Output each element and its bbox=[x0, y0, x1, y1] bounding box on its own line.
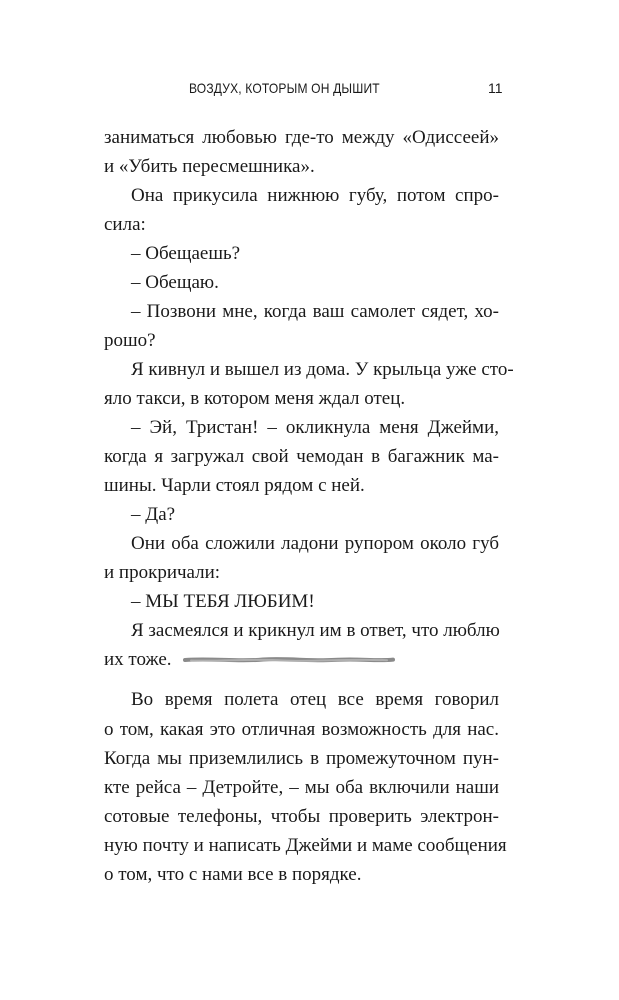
text-line: яло такси, в котором меня ждал отец. bbox=[104, 388, 406, 409]
running-title: ВОЗДУХ, КОТОРЫМ ОН ДЫШИТ bbox=[189, 80, 380, 96]
text-line: – Обещаешь? bbox=[131, 243, 241, 264]
text-line: – Эй, Тристан! – окликнула меня Джейми, bbox=[131, 417, 499, 438]
text-line: о том, что с нами все в порядке. bbox=[104, 864, 362, 885]
text-line: сила: bbox=[104, 214, 146, 235]
text-line: и «Убить пересмешника». bbox=[104, 156, 315, 177]
page-number: 11 bbox=[488, 80, 503, 96]
text-line: кте рейса – Детройте, – мы оба включили наши bbox=[104, 777, 499, 798]
text-line: их тоже. bbox=[104, 649, 172, 670]
running-header bbox=[0, 78, 619, 102]
text-line: – МЫ ТЕБЯ ЛЮБИМ! bbox=[131, 591, 315, 612]
text-line: – Обещаю. bbox=[131, 272, 219, 293]
text-line: Когда мы приземлились в промежуточном пун- bbox=[104, 748, 499, 769]
text-line: Я засмеялся и крикнул им в ответ, что люблю bbox=[131, 620, 500, 641]
text-line: – Позвони мне, когда ваш самолет сядет, хо- bbox=[131, 301, 499, 322]
text-line: ную почту и написать Джейми и маме сообщения bbox=[104, 835, 507, 856]
text-line: когда я загружал свой чемодан в багажник ма- bbox=[104, 446, 499, 467]
text-line: рошо? bbox=[104, 330, 156, 351]
text-line: Она прикусила нижнюю губу, потом спро- bbox=[131, 185, 499, 206]
text-line: сотовые телефоны, чтобы проверить электрон- bbox=[104, 806, 499, 827]
text-line: – Да? bbox=[131, 504, 176, 525]
text-line: Я кивнул и вышел из дома. У крыльца уже сто- bbox=[131, 359, 514, 380]
text-line: Они оба сложили ладони рупором около губ bbox=[131, 533, 499, 554]
text-line: Во время полета отец все время говорил bbox=[131, 689, 499, 710]
section-divider-ornament bbox=[183, 655, 395, 665]
text-line: заниматься любовью где-то между «Одиссеей» bbox=[104, 127, 499, 148]
text-line: шины. Чарли стоял рядом с ней. bbox=[104, 475, 365, 496]
text-line: о том, какая это отличная возможность для нас. bbox=[104, 719, 499, 740]
text-line: и прокричали: bbox=[104, 562, 221, 583]
